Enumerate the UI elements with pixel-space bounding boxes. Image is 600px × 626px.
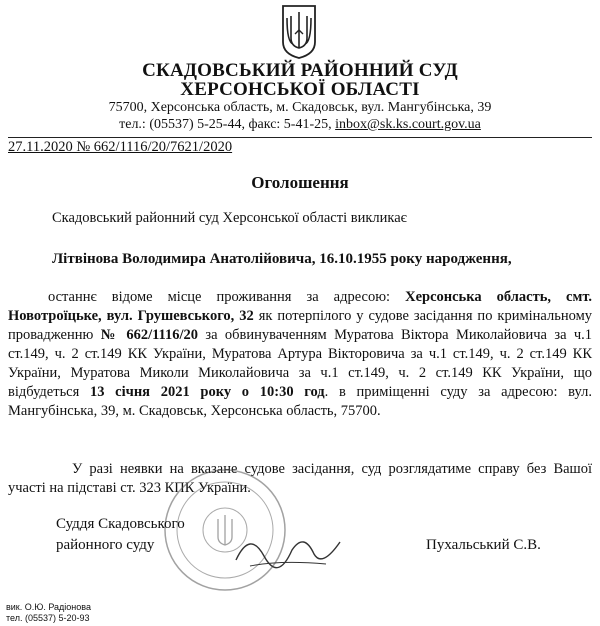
court-contacts xyxy=(0,117,600,133)
role-text: як потерпілого у судове засідання по кримінальному провадженню xyxy=(8,308,592,343)
document-date-number: 27.11.2020 № 662/1116/20/7621/2020 xyxy=(8,139,233,155)
court-name: СКАДОВСЬКИЙ РАЙОННИЙ СУД xyxy=(142,60,458,81)
court-address: 75700, Херсонська область, м. Скадовськ, вул. Мангубінська, 39 xyxy=(108,100,492,115)
judge-title-line1: Суддя Скадовського xyxy=(56,516,185,532)
summons-paragraph xyxy=(8,288,592,421)
hearing-datetime: 13 січня 2021 року о 10:30 год xyxy=(89,384,325,400)
judge-title-line2: районного суду xyxy=(56,537,155,553)
header-divider xyxy=(8,137,592,138)
summoned-person: Літвінова Володимира Анатолійовича, 16.10.1955 року народження, xyxy=(52,251,512,267)
court-region: ХЕРСОНСЬКОЇ ОБЛАСТІ xyxy=(180,79,420,100)
email-link[interactable]: inbox@sk.ks.court.gov.ua xyxy=(335,117,481,132)
executor-phone: тел. (05537) 5-20-93 xyxy=(6,613,90,623)
address-label: останнє відоме місце проживання за адресою: xyxy=(48,289,406,305)
trident-emblem-icon xyxy=(279,4,319,60)
residence-address: Херсонська область, смт. Новотроїцьке, вул. Грушевського, 32 xyxy=(8,289,592,324)
judge-name: Пухальський С.В. xyxy=(426,537,541,553)
executor-name: вик. О.Ю. Радіонова xyxy=(6,602,91,612)
charges-text: за обвинуваченням Муратова Віктора Миколайовича за ч.1 ст.149, ч. 2 ст.149 КК України, Муратова Артура Вікторовича за ч.1 ст.149, ч. 2 ст.149 КК України, Муратова Миколи Миколайовича за ч.1 ст.149, ч. 2 ст.149 КК України, що відбудеться xyxy=(8,327,593,400)
hearing-location: . в приміщенні суду за адресою: вул. Мангубінська, 39, м. Скадовськ, Херсонська область, 75700. xyxy=(8,384,592,419)
warning-paragraph xyxy=(8,460,592,498)
document-title: Оголошення xyxy=(251,173,349,192)
handwritten-signature-icon xyxy=(230,520,350,580)
intro-line: Скадовський районний суд Херсонської області викликає xyxy=(52,210,407,226)
warning-text: У разі неявки на вказане судове засідання, суд розглядатиме справу без Вашої участі на підставі ст. 323 КПК України. xyxy=(8,461,592,496)
contacts-phone-fax: тел.: (05537) 5-25-44, факс: 5-41-25, xyxy=(119,117,336,132)
case-number: № 662/1116/20 xyxy=(100,327,199,343)
